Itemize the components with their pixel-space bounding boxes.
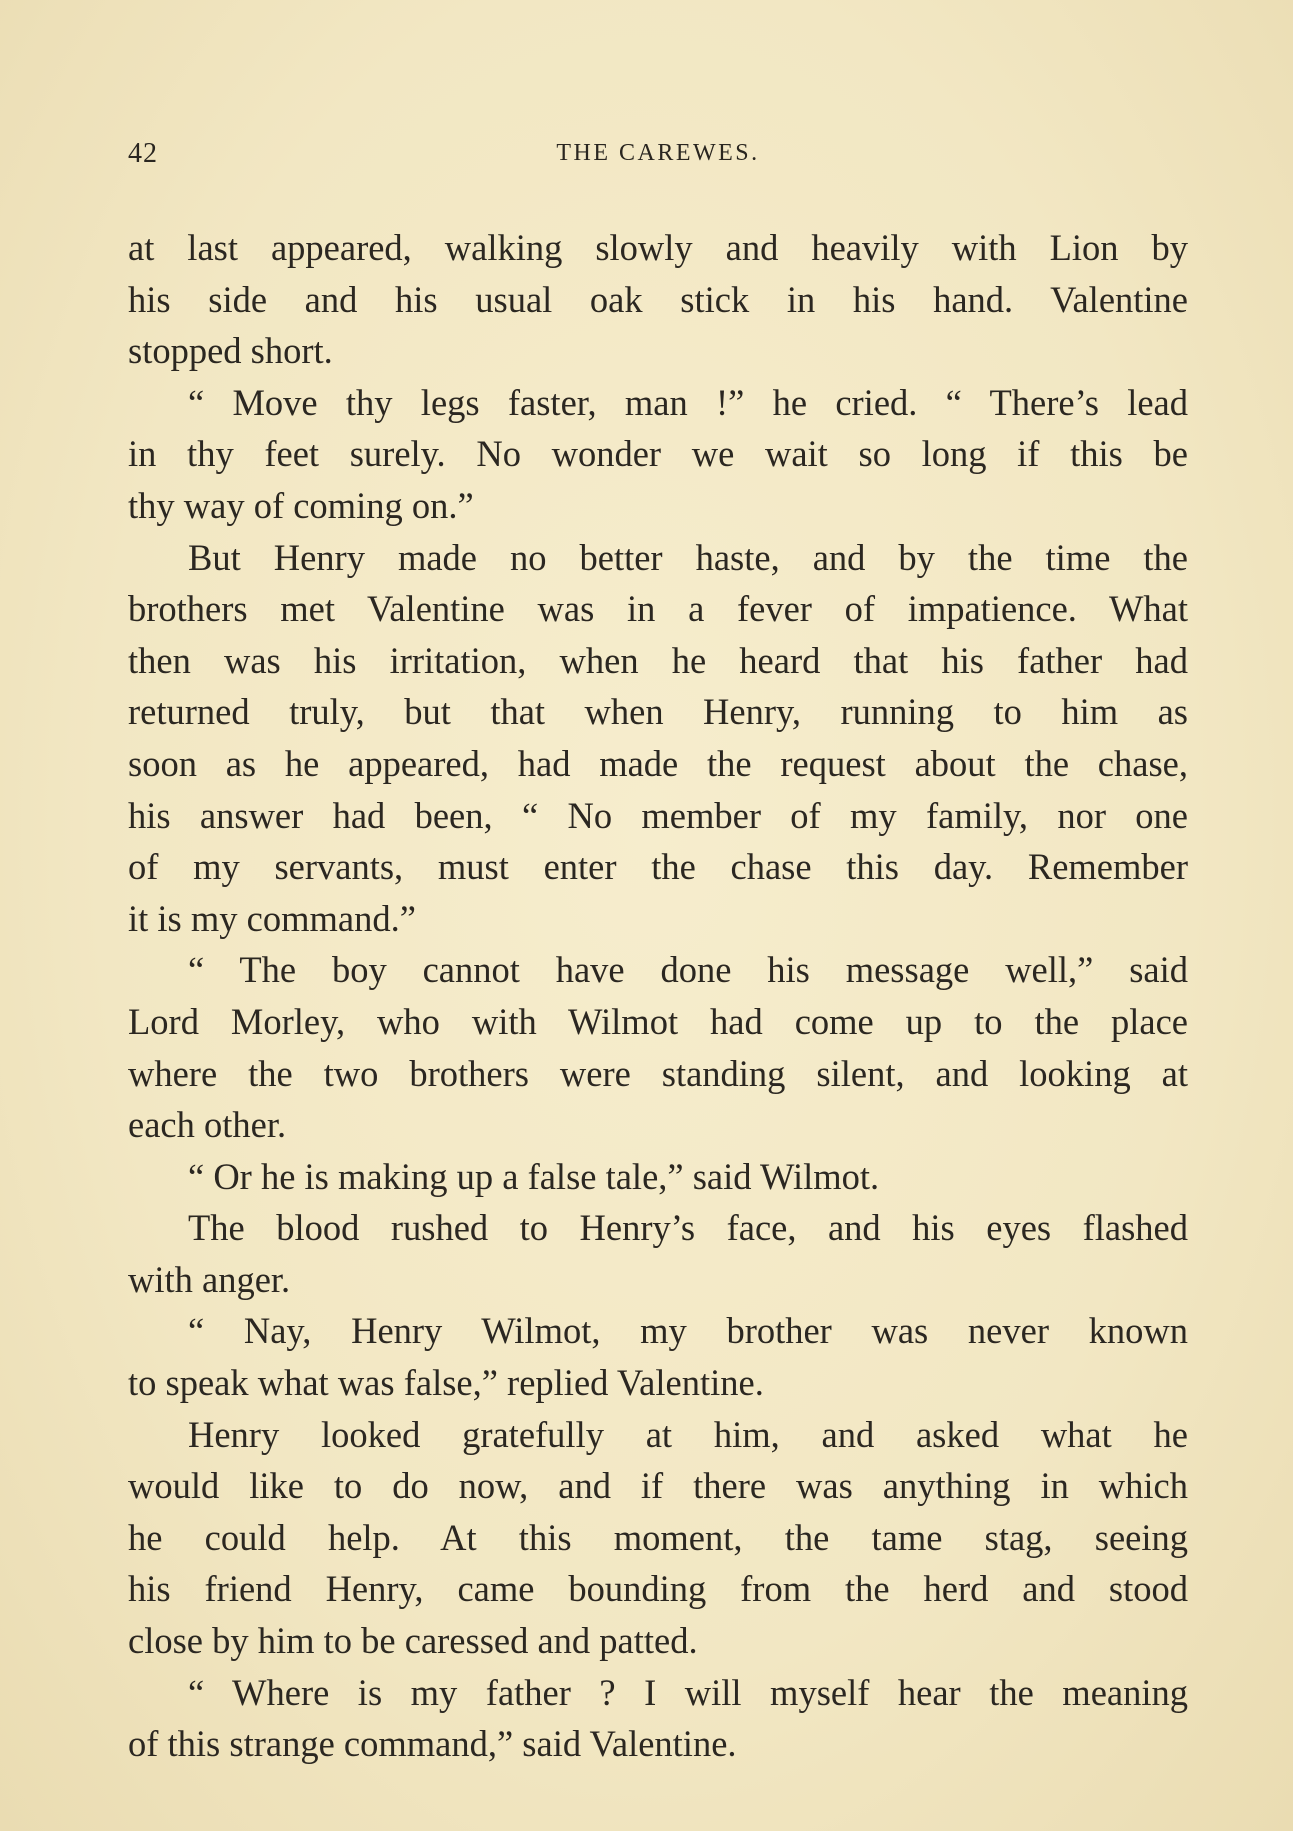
text-line: to speak what was false,” replied Valentine. xyxy=(128,1362,764,1404)
text-line: his side and his usual oak stick in his hand. Valentine xyxy=(128,278,1188,320)
text-line: “ The boy cannot have done his message well,” said xyxy=(188,949,1188,991)
text-line: in thy feet surely. No wonder we wait so long if this be xyxy=(128,433,1188,475)
text-line: it is my command.” xyxy=(128,897,416,939)
text-line: would like to do now, and if there was anything in which xyxy=(128,1465,1188,1507)
text-line: Lord Morley, who with Wilmot had come up to the place xyxy=(128,1000,1188,1042)
page-number: 42 xyxy=(128,138,158,169)
text-line: where the two brothers were standing silent, and looking at xyxy=(128,1052,1188,1094)
text-line: “ Move thy legs faster, man !” he cried. “ There’s lead xyxy=(188,381,1188,423)
text-line: he could help. At this moment, the tame stag, seeing xyxy=(128,1516,1188,1558)
body-text xyxy=(128,222,1188,1770)
text-line: soon as he appeared, had made the request about the chase, xyxy=(128,742,1188,784)
text-line: brothers met Valentine was in a fever of impatience. What xyxy=(128,588,1188,630)
text-line: “ Or he is making up a false tale,” said Wilmot. xyxy=(188,1155,880,1197)
text-line: returned truly, but that when Henry, running to him as xyxy=(128,691,1188,733)
text-line: his answer had been, “ No member of my family, nor one xyxy=(128,794,1188,836)
page-header xyxy=(128,138,1188,178)
text-line: close by him to be caressed and patted. xyxy=(128,1620,698,1662)
text-line: of my servants, must enter the chase this day. Remember xyxy=(128,846,1188,888)
text-line: “ Nay, Henry Wilmot, my brother was never known xyxy=(188,1310,1188,1352)
text-line: then was his irritation, when he heard that his father had xyxy=(128,639,1188,681)
text-line: stopped short. xyxy=(128,330,333,372)
text-line: each other. xyxy=(128,1104,287,1146)
text-line: at last appeared, walking slowly and heavily with Lion by xyxy=(128,227,1188,268)
text-line: of this strange command,” said Valentine. xyxy=(128,1723,737,1765)
text-line: Henry looked gratefully at him, and asked what he xyxy=(188,1413,1188,1455)
text-line: “ Where is my father ? I will myself hear the meaning xyxy=(188,1671,1188,1713)
text-line: thy way of coming on.” xyxy=(128,484,474,526)
text-line: The blood rushed to Henry’s face, and his eyes flashed xyxy=(188,1207,1188,1249)
text-line: But Henry made no better haste, and by the time the xyxy=(188,536,1188,578)
text-line: his friend Henry, came bounding from the herd and stood xyxy=(128,1568,1188,1610)
running-head: THE CAREWES. xyxy=(556,140,760,166)
text-line: with anger. xyxy=(128,1258,291,1300)
